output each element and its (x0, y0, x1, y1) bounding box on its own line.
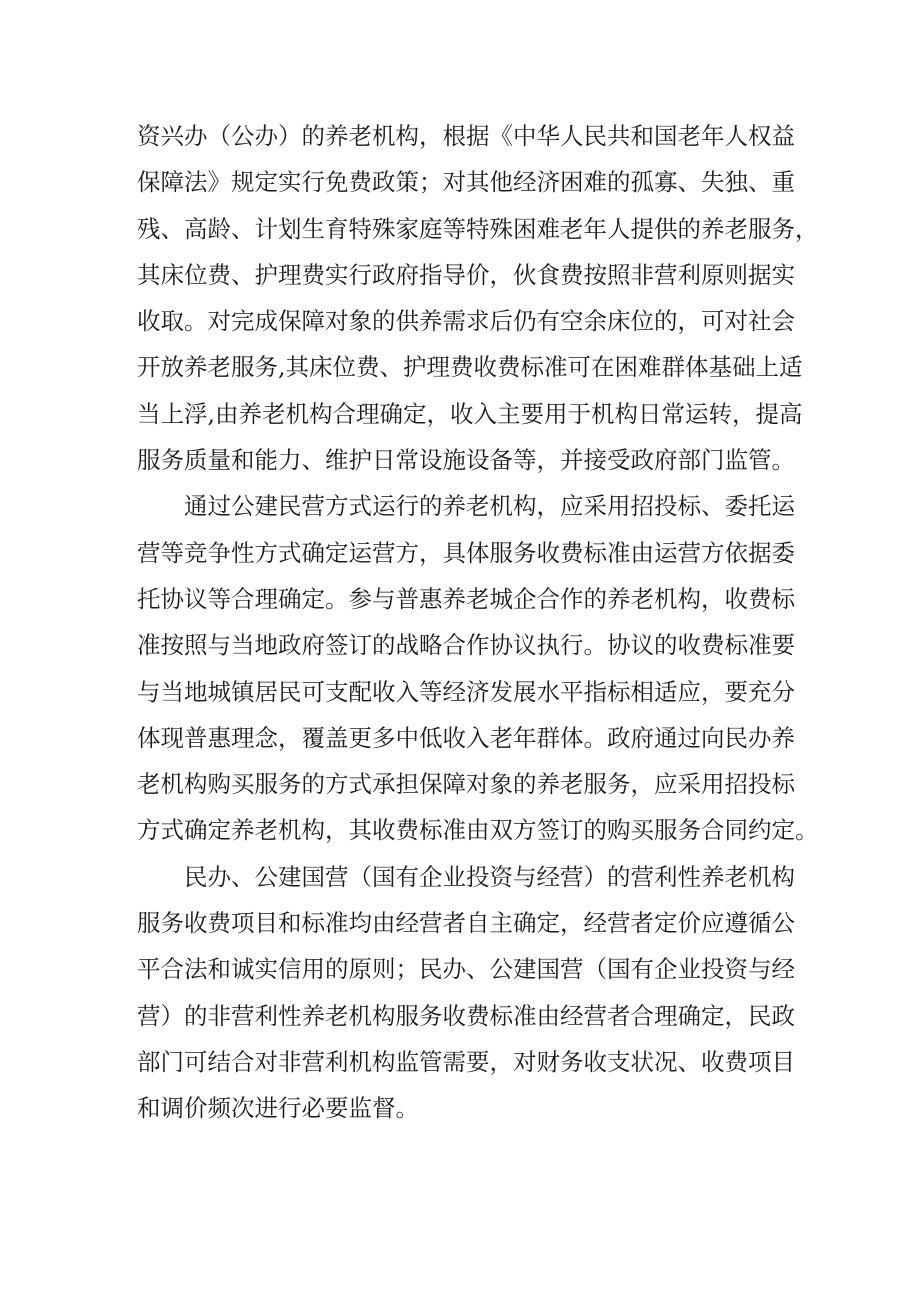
paragraph-line: 服务收费项目和标准均由经营者自主确定，经营者定价应遵循公 (137, 909, 795, 938)
paragraph-line: 开放养老服务,其床位费、护理费收费标准可在困难群体基础上适 (137, 353, 803, 382)
paragraph-line: 收取。对完成保障对象的供养需求后仍有空余床位的，可对社会 (137, 307, 795, 336)
paragraph-2 (137, 483, 819, 853)
paragraph-line: 资兴办（公办）的养老机构，根据《中华人民共和国老年人权益 (137, 122, 795, 150)
paragraph-line: 与当地城镇居民可支配收入等经济发展水平指标相适应，要充分 (137, 677, 795, 706)
paragraph-line: 和调价频次进行必要监督。 (137, 1094, 419, 1123)
paragraph-line: 准按照与当地政府签订的战略合作协议执行。协议的收费标准要 (137, 631, 795, 660)
paragraph-line: 方式确定养老机构，其收费标准由双方签订的购买服务合同约定。 (137, 816, 819, 845)
paragraph-line: 平合法和诚实信用的原则；民办、公建国营（国有企业投资与经 (137, 955, 795, 984)
paragraph-line: 民办、公建国营（国有企业投资与经营）的营利性养老机构 (184, 862, 795, 891)
paragraph-1 (137, 113, 819, 483)
paragraph-line: 体现普惠理念，覆盖更多中低收入老年群体。政府通过向民办养 (137, 723, 795, 752)
paragraph-line: 部门可结合对非营利机构监管需要，对财务收支状况、收费项目 (137, 1047, 795, 1076)
paragraph-line: 保障法》规定实行免费政策；对其他经济困难的孤寡、失独、重 (137, 168, 795, 197)
paragraph-line: 老机构购买服务的方式承担保障对象的养老服务，应采用招投标 (137, 770, 795, 799)
paragraph-line: 其床位费、护理费实行政府指导价，伙食费按照非营利原则据实 (137, 260, 795, 289)
paragraph-line: 当上浮,由养老机构合理确定，收入主要用于机构日常运转，提高 (137, 399, 803, 428)
paragraph-line: 营等竞争性方式确定运营方，具体服务收费标准由运营方依据委 (137, 538, 795, 567)
paragraph-line: 营）的非营利性养老机构服务收费标准由经营者合理确定，民政 (137, 1001, 795, 1030)
paragraph-line: 残、高龄、计划生育特殊家庭等特殊困难老年人提供的养老服务， (137, 214, 819, 243)
body-text (137, 113, 819, 1132)
paragraph-line: 托协议等合理确定。参与普惠养老城企合作的养老机构，收费标 (137, 584, 795, 613)
paragraph-3 (137, 854, 793, 1132)
paragraph-line: 服务质量和能力、维护日常设施设备等，并接受政府部门监管。 (137, 446, 795, 475)
paragraph-line: 通过公建民营方式运行的养老机构，应采用招投标、委托运 (184, 492, 795, 521)
